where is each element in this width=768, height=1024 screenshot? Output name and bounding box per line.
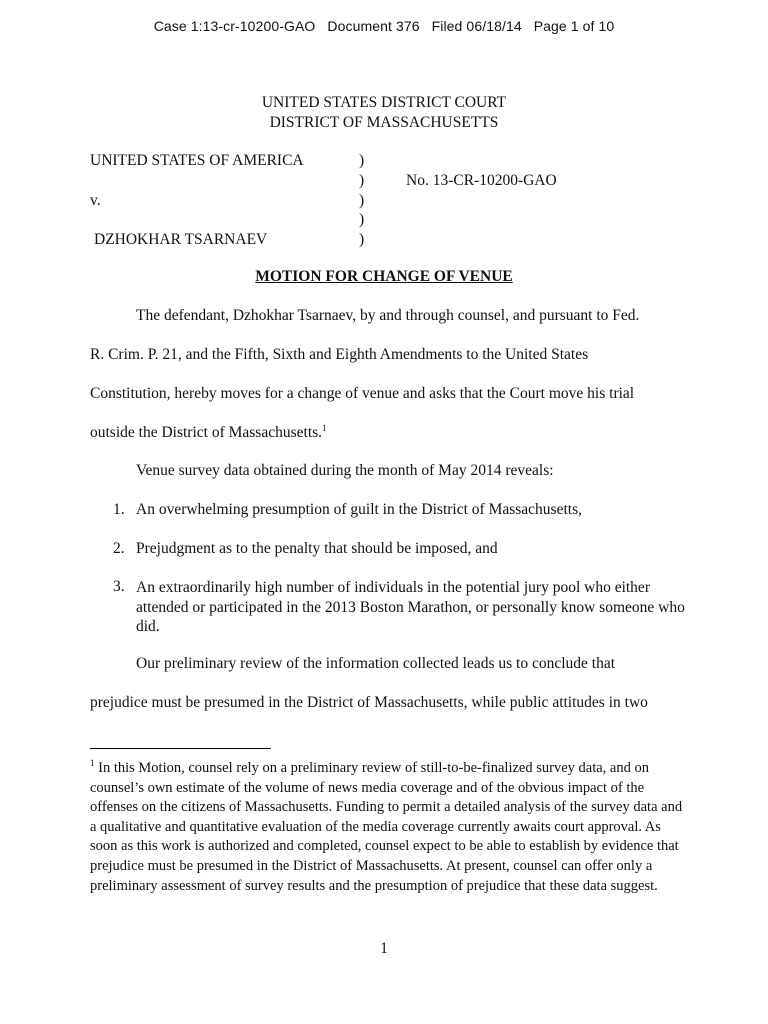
defendant-name: DZHOKHAR TSARNAEV [94,231,268,248]
caption-paren: ) [359,172,365,189]
paragraph-line: R. Crim. P. 21, and the Fifth, Sixth and Eighth Amendments to the United States [90,346,589,363]
paragraph-text: outside the District of Massachusetts. [90,424,323,441]
paragraph-line: prejudice must be presumed in the District of Massachusetts, while public attitudes in two [90,694,648,711]
paragraph-line-last [90,424,327,442]
paragraph-line: Our preliminary review of the information collected leads us to conclude that [136,655,616,672]
list-item-text: An extraordinarily high number of individuals in the potential jury pool who either attended or participated in the 2013 Boston Marathon, or personally know someone who did. [136,579,685,636]
paragraph-line: Venue survey data obtained during the month of May 2014 reveals: [136,462,554,479]
versus-label: v. [90,192,101,209]
list-number: 1. [113,501,125,518]
footnote-reference[interactable]: 1 [322,422,327,433]
footnote-divider [90,748,271,749]
document-title: MOTION FOR CHANGE OF VENUE [255,268,513,285]
footnote [90,759,690,896]
page-number: 1 [380,940,388,957]
court-name: UNITED STATES DISTRICT COURT [261,94,507,111]
paragraph-line: Constitution, hereby moves for a change of venue and asks that the Court move his trial [90,385,635,402]
list-number: 2. [113,540,125,557]
caption-paren: ) [359,211,365,228]
footnote-text: In this Motion, counsel rely on a preliminary review of still-to-be-finalized survey data, and on counsel’s own estimate of the volume of news media coverage and of the obvious impact of the offenses on the citizens of Massachusetts. Funding to permit a detailed analysis of the survey data and a qualitative and quantitative evaluation of the media coverage currently awaits court approval. As soon as this work is authorized and completed, counsel expect to be able to establish by evidence that prejudice must be presumed in the District of Massachusetts. At present, counsel can offer only a preliminary assessment of survey results and the presumption of prejudice that these data suggest. [90,760,683,894]
court-district: DISTRICT OF MASSACHUSETTS [269,114,499,131]
plaintiff-name: UNITED STATES OF AMERICA [90,152,304,169]
list-item-text: An overwhelming presumption of guilt in the District of Massachusetts, [136,501,582,518]
footnote-marker: 1 [90,758,95,769]
caption-paren: ) [359,192,365,209]
ecf-header: Case 1:13-cr-10200-GAO Document 376 Filed 06/18/14 Page 1 of 10 [153,18,615,34]
list-number: 3. [113,578,125,595]
list-item-text: Prejudgment as to the penalty that should be imposed, and [136,540,498,557]
caption-paren: ) [359,231,365,248]
case-number: No. 13-CR-10200-GAO [406,172,557,189]
caption-paren: ) [359,152,365,169]
paragraph-line: The defendant, Dzhokhar Tsarnaev, by and through counsel, and pursuant to Fed. [136,307,640,324]
